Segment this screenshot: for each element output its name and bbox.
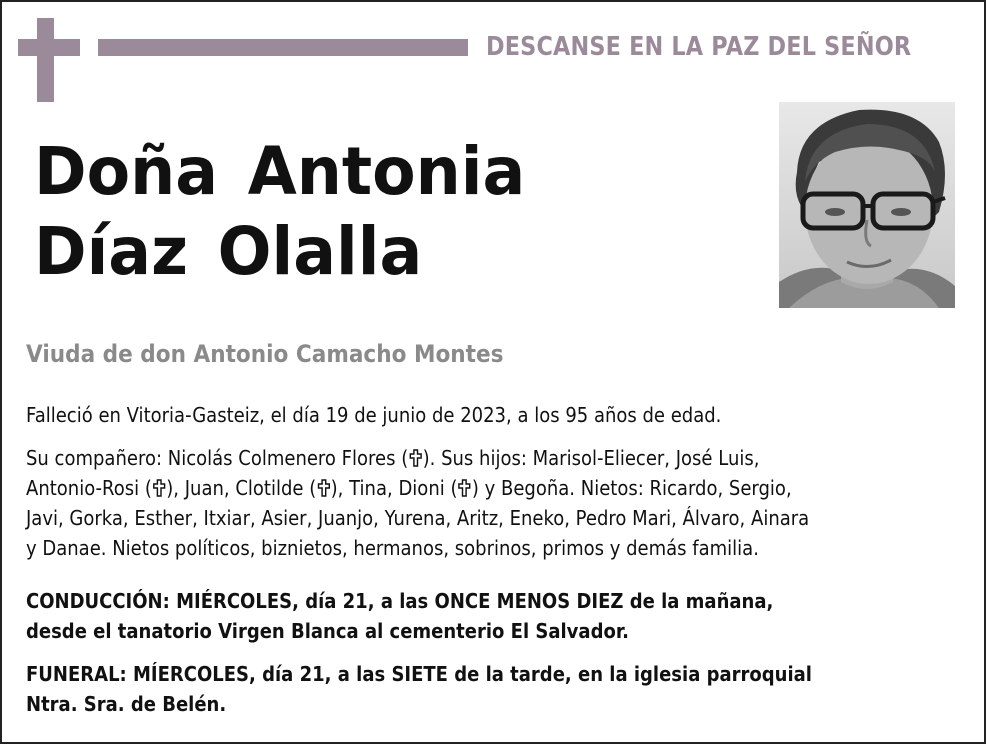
header-title: DESCANSE EN LA PAZ DEL SEÑOR [486, 32, 912, 62]
outlined-cross-icon [316, 476, 330, 496]
death-line: Falleció en Vitoria-Gasteiz, el día 19 de junio de 2023, a los 95 años de edad. [26, 403, 722, 427]
family-text: ), Juan, Clotilde ( [166, 476, 317, 500]
header-rule [98, 39, 468, 56]
cross-icon [37, 18, 54, 102]
widow-of-line: Viuda de don Antonio Camacho Montes [26, 340, 504, 368]
funeral-line-2: Ntra. Sra. de Belén. [26, 692, 227, 716]
family-text: Antonio-Rosi ( [26, 476, 152, 500]
family-text: ). Sus hijos: Marisol-Eliecer, José Luis, [422, 446, 760, 470]
outlined-cross-icon [457, 476, 471, 496]
funeral-notice [26, 659, 812, 719]
family-text: ) y Begoña. Nietos: Ricardo, Sergio, [471, 476, 792, 500]
death-notice [26, 400, 721, 430]
family-line-4: y Danae. Nietos políticos, biznietos, hermanos, sobrinos, primos y demás familia. [26, 536, 759, 560]
outlined-cross-icon [152, 476, 166, 496]
family-line-3: Javi, Gorka, Esther, Itxiar, Asier, Juanjo, Yurena, Aritz, Eneko, Pedro Mari, Álvaro, Ainara [26, 506, 810, 530]
conduccion-line-1: CONDUCCIÓN: MIÉRCOLES, día 21, a las ONCE MENOS DIEZ de la mañana, [26, 589, 774, 613]
funeral-line-1: FUNERAL: MÍERCOLES, día 21, a las SIETE de la tarde, en la iglesia parroquial [26, 662, 812, 686]
family-line-2 [26, 473, 809, 503]
conduccion-notice [26, 586, 773, 646]
family-text: Su compañero: Nicolás Colmenero Flores ( [26, 446, 409, 470]
conduccion-line-2: desde el tanatorio Virgen Blanca al cementerio El Salvador. [26, 619, 629, 643]
family-line-1 [26, 443, 809, 473]
outlined-cross-icon [408, 446, 422, 466]
cross-icon-arm [18, 39, 80, 56]
deceased-name-line2: Díaz Olalla [34, 213, 423, 290]
family-list [26, 443, 809, 563]
portrait-photo [779, 102, 955, 308]
portrait-photo-illustration [779, 102, 955, 308]
family-text: ), Tina, Dioni ( [330, 476, 458, 500]
deceased-name-line1: Doña Antonia [34, 133, 526, 210]
